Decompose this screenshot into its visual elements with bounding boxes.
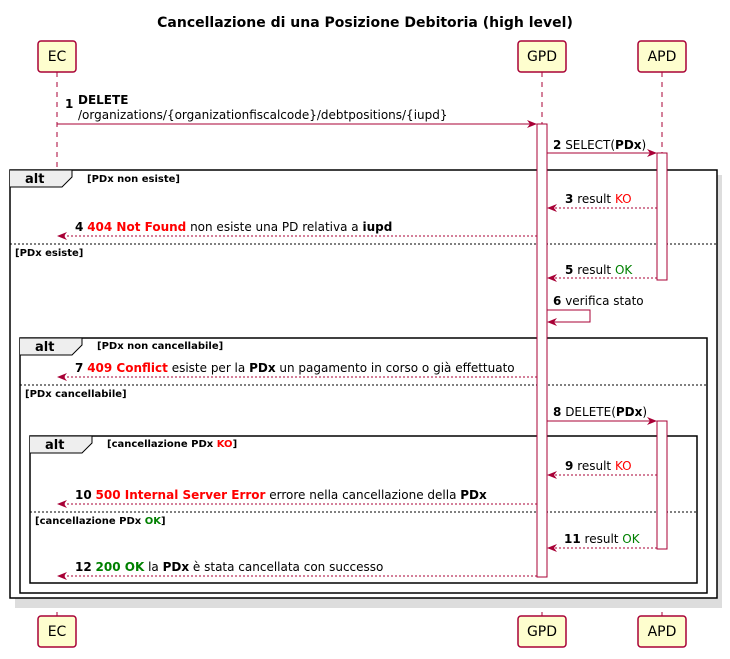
message-11-label: 11 result OK (564, 532, 640, 546)
fragment-middle-guard-2: [PDx cancellabile] (25, 389, 127, 400)
message-8-label: 8 DELETE(PDx) (553, 405, 648, 419)
participant-apd-label: APD (647, 49, 677, 65)
participant-apd-bottom (638, 616, 686, 647)
message-12-label: 12 200 OK la PDx è stata cancellata con successo (75, 560, 384, 574)
participant-gpd-label-bottom: GPD (526, 624, 558, 640)
message-1-number: 1 (65, 97, 74, 111)
message-4-label: 4 404 Not Found non esiste una PD relativa a iupd (75, 220, 393, 234)
message-9-label: 9 result KO (565, 459, 632, 473)
message-7-label: 7 409 Conflict esiste per la PDx un pagamento in corso o già effettuato (75, 361, 515, 375)
activation-gpd (537, 124, 547, 577)
fragment-inner-guard-2: [cancellazione PDx OK] (35, 516, 166, 527)
participant-gpd-top (518, 41, 566, 72)
participant-apd-label-bottom: APD (647, 624, 677, 640)
message-1-line-2: /organizations/{organizationfiscalcode}/debtpositions/{iupd} (78, 108, 448, 122)
message-10-label: 10 500 Internal Server Error errore nella cancellazione della PDx (75, 488, 487, 502)
fragment-inner-guard-1: [cancellazione PDx KO] (107, 439, 238, 450)
activation-apd-1 (657, 153, 667, 280)
fragment-outer-guard-2: [PDx esiste] (15, 248, 84, 259)
participant-ec-label: EC (47, 49, 67, 65)
fragment-outer-keyword: alt (25, 172, 45, 187)
fragment-outer-guard-1: [PDx non esiste] (87, 174, 180, 185)
message-5-label: 5 result OK (565, 263, 633, 277)
fragment-middle-guard-1: [PDx non cancellabile] (97, 341, 224, 352)
participant-gpd-bottom (518, 616, 566, 647)
fragment-inner-keyword: alt (45, 438, 65, 453)
message-1-line-1: DELETE (78, 93, 129, 107)
activation-apd-2 (657, 421, 667, 549)
participant-gpd-label: GPD (526, 49, 558, 65)
diagram-title: Cancellazione di una Posizione Debitoria (high level) (157, 15, 573, 31)
participant-apd-top (638, 41, 686, 72)
message-2-label: 2 SELECT(PDx) (553, 138, 647, 152)
participant-ec-label-bottom: EC (47, 624, 67, 640)
participant-ec-bottom (38, 616, 76, 647)
message-6-label: 6 verifica stato (553, 294, 644, 308)
participant-ec-top (38, 41, 76, 72)
message-3-label: 3 result KO (565, 192, 632, 206)
fragment-middle-keyword: alt (35, 340, 55, 355)
